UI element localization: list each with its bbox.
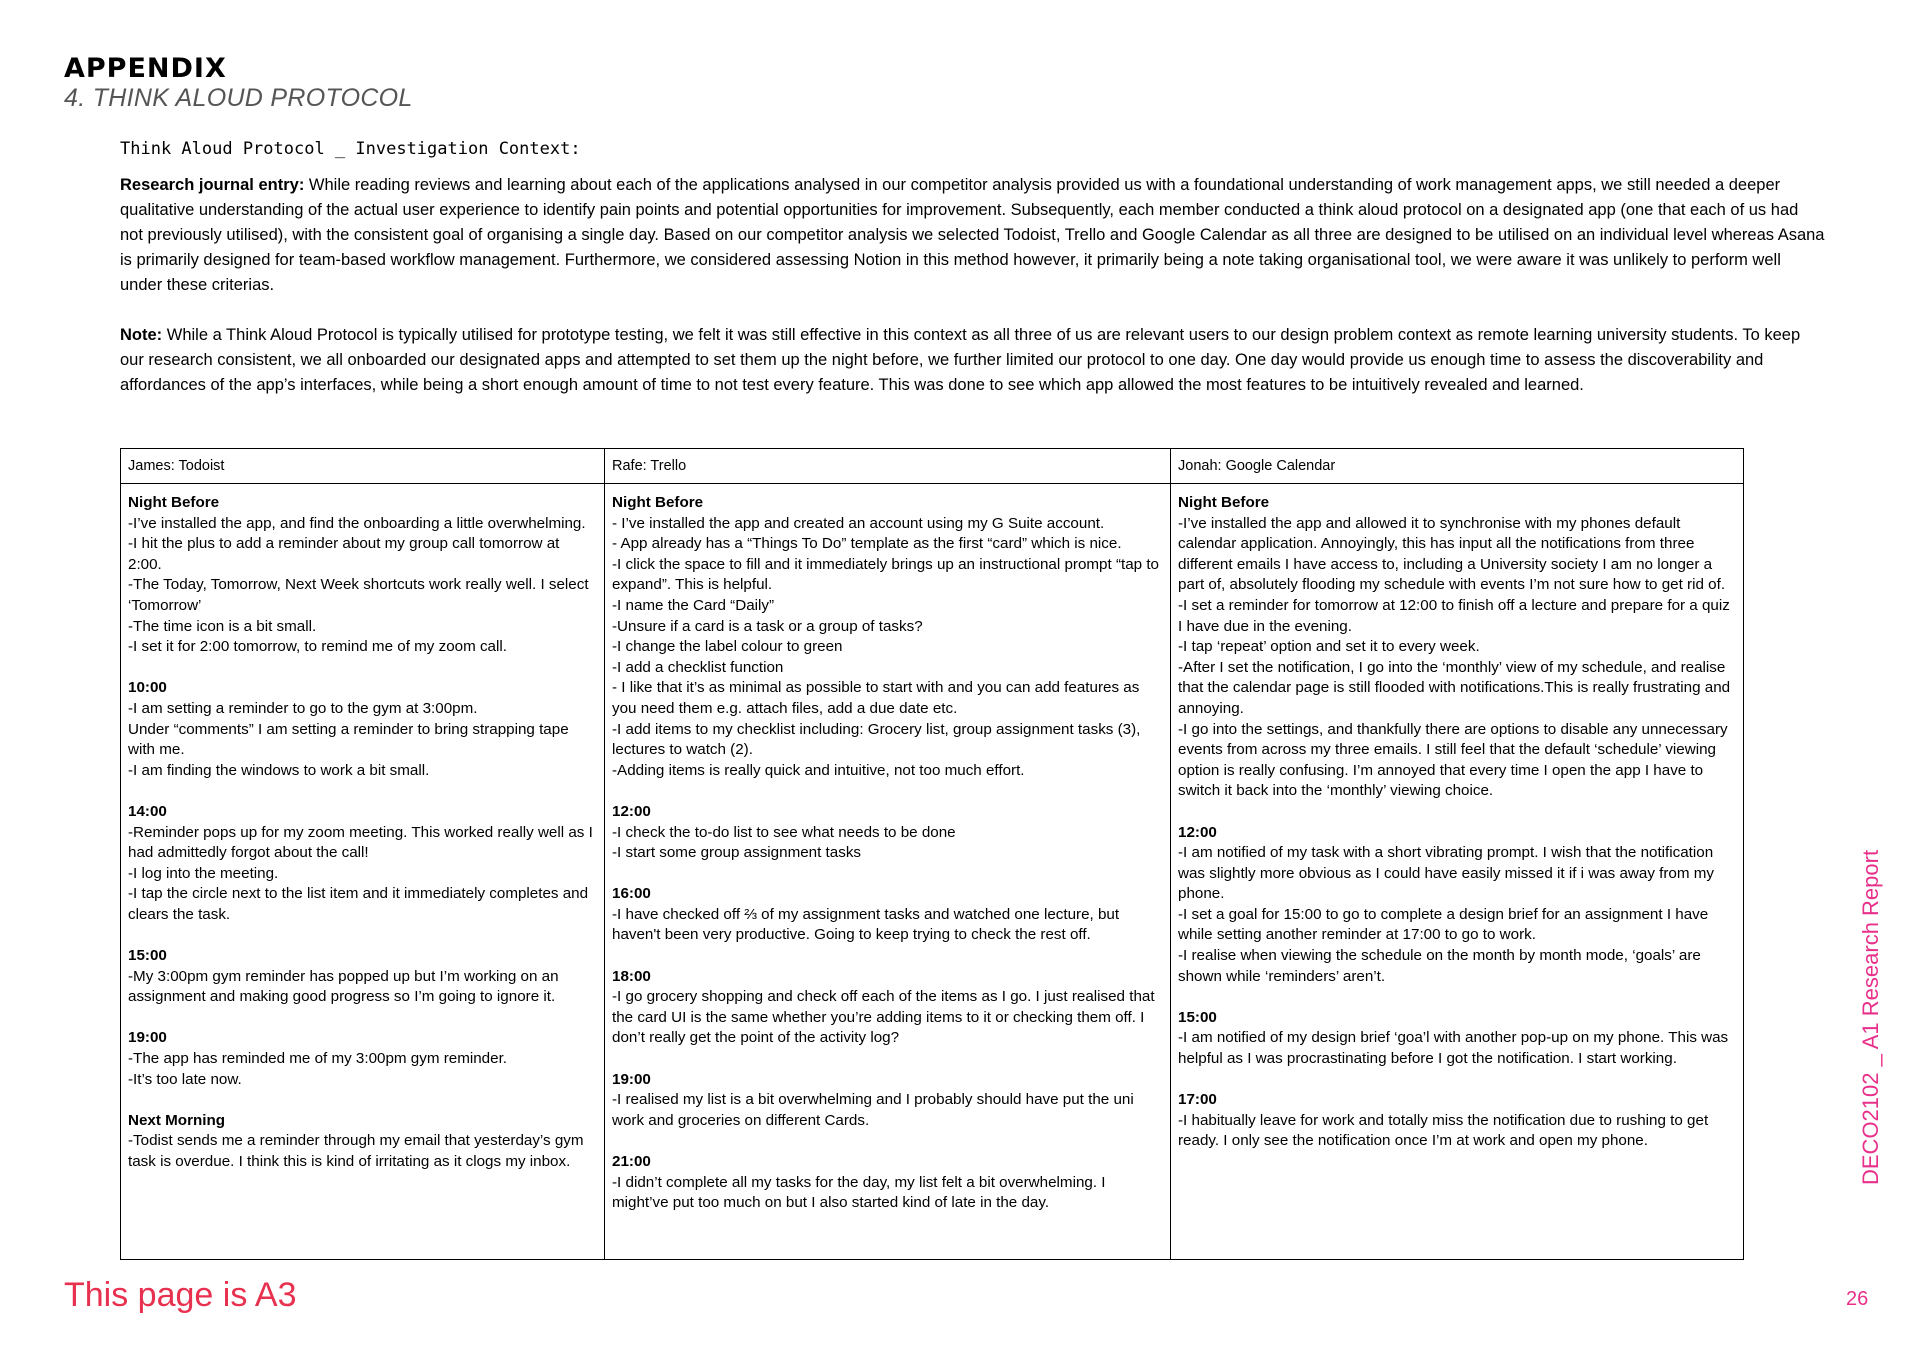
log-entry <box>612 967 1163 1049</box>
entry-line: -I have checked off ⅔ of my assignment tasks and watched one lecture, but haven't been very productive. Going to keep trying to check the rest off. <box>612 905 1120 944</box>
entry-time: Next Morning <box>128 1111 226 1129</box>
entry-line: -I am finding the windows to work a bit small. <box>128 761 430 779</box>
entry-line: -The time icon is a bit small. <box>128 617 317 635</box>
entry-line: -Unsure if a card is a task or a group of tasks? <box>612 617 923 635</box>
column-body-trello <box>605 484 1171 1259</box>
entry-line: -I set a reminder for tomorrow at 12:00 to finish off a lecture and prepare for a quiz I have due in the evening. <box>1178 596 1730 635</box>
log-entry <box>1178 1090 1736 1152</box>
entry-line: -I didn’t complete all my tasks for the day, my list felt a bit overwhelming. I might’ve put too much on but I also started kind of late in the day. <box>612 1173 1106 1212</box>
entry-line: -I am setting a reminder to go to the gym at 3:00pm. <box>128 699 478 717</box>
report-side-label: DECO2102 _ A1 Research Report <box>1858 849 1883 1185</box>
entry-time: Night Before <box>612 494 704 511</box>
note-text: While a Think Aloud Protocol is typically utilised for prototype testing, we felt it was still effective in this context as all three of us are relevant users to our design problem context as remote learning university students. To keep our research consistent, we all onboarded our designated apps and attempted to set them up the night before, we further limited our protocol to one day. One day would provide us enough time to assess the discoverability and affordances of the app’s interfaces, while being a short enough amount of time to not test every feature. This was done to see which app allowed the most features to be intuitively revealed and learned. <box>120 326 1801 394</box>
entry-line: - I like that it’s as minimal as possible to start with and you can add features as you need them e.g. attach files, add a due date etc. <box>612 679 1140 717</box>
entry-line: -I click the space to fill and it immediately brings up an instructional prompt “tap to expand”. This is helpful. <box>612 555 1160 594</box>
entry-time: 16:00 <box>612 885 651 903</box>
entry-line: -I check the to-do list to see what needs to be done <box>612 823 956 841</box>
entry-line: -I set a goal for 15:00 to go to complete a design brief for an assignment I have while setting another reminder at 17:00 to go to work. <box>1178 905 1709 944</box>
entry-line: -I hit the plus to add a reminder about my group call tomorrow at 2:00. <box>128 535 560 573</box>
log-entry <box>612 1070 1163 1132</box>
context-title: Think Aloud Protocol _ Investigation Context: <box>120 139 581 159</box>
entry-line: - I’ve installed the app and created an account using my G Suite account. <box>612 514 1105 532</box>
entry-time: 12:00 <box>612 802 651 820</box>
entry-line: -The app has reminded me of my 3:00pm gym reminder. <box>128 1050 508 1068</box>
log-entry <box>128 802 597 926</box>
entry-line: -I add a checklist function <box>612 658 784 676</box>
log-entry <box>128 1028 597 1090</box>
entry-time: 15:00 <box>1178 1008 1217 1026</box>
entry-line: -I realise when viewing the schedule on the month by month mode, ‘goals’ are shown while ‘reminders’ aren’t. <box>1178 947 1701 985</box>
column-body-google-calendar <box>1171 484 1743 1259</box>
entry-time: 10:00 <box>128 679 167 697</box>
page-size-note: This page is A3 <box>64 1276 297 1314</box>
entry-line: -I’ve installed the app, and find the onboarding a little overwhelming. <box>128 514 586 532</box>
entry-time: 18:00 <box>612 967 651 985</box>
log-entry <box>128 1111 597 1173</box>
journal-text: While reading reviews and learning about each of the applications analysed in our competitor analysis provided us with a foundational understanding of work management apps, we still needed a deeper qualitative understanding of the actual user experience to identify pain points and potential opportunities for improvement. Subsequently, each member conducted a think aloud protocol on a designated app (one that each of us had not previously utilised), with the consistent goal of organising a single day. Based on our competitor analysis we selected Todoist, Trello and Google Calendar as all three are designed to be utilised on an individual level whereas Asana is primarily designed for team-based workflow management. Furthermore, we considered assessing Notion in this method however, it primarily being a note taking organisational tool, we were aware it was unlikely to perform well under these criterias. <box>120 176 1825 294</box>
log-entry <box>128 946 597 1008</box>
entry-time: 19:00 <box>612 1070 651 1088</box>
section-subtitle: 4. THINK ALOUD PROTOCOL <box>64 84 413 112</box>
note-label: Note: <box>120 326 163 344</box>
entry-line: -Adding items is really quick and intuitive, not too much effort. <box>612 761 1025 779</box>
log-entry <box>128 493 597 658</box>
column-header-todoist: James: Todoist <box>121 449 605 484</box>
entry-line: -I go into the settings, and thankfully there are options to disable any unnecessary events from across my three emails. I still feel that the default ‘schedule’ viewing option is really confusing. I’m annoyed that every time I open the app I have to switch it back into the ‘monthly’ viewing choice. <box>1178 720 1728 800</box>
log-entry <box>612 1152 1163 1214</box>
note-paragraph <box>120 323 1825 398</box>
log-entry <box>1178 493 1736 802</box>
intro-text <box>120 173 1825 423</box>
entry-time: 17:00 <box>1178 1091 1217 1109</box>
entry-line: -I go grocery shopping and check off each of the items as I go. I just realised that the card UI is the same whether you’re adding items to it or checking them off. I don’t really get the point of the activity log? <box>612 988 1155 1047</box>
entry-time: Night Before <box>128 494 220 511</box>
log-entry <box>612 802 1163 864</box>
log-entry <box>1178 823 1736 988</box>
entry-time: Night Before <box>1178 494 1270 511</box>
entry-line: -I habitually leave for work and totally miss the notification due to rushing to get ready. I only see the notification once I’m at work and open my phone. <box>1178 1111 1709 1150</box>
page-heading <box>64 54 413 112</box>
entry-line: -I am notified of my task with a short vibrating prompt. I wish that the notification was slightly more obvious as I could have easily missed it if i was away from my phone. <box>1178 844 1714 903</box>
entry-line: -I log into the meeting. <box>128 864 279 882</box>
journal-label: Research journal entry: <box>120 176 305 194</box>
entry-line: - App already has a “Things To Do” template as the first “card” which is nice. <box>612 535 1122 553</box>
entry-line: -I realised my list is a bit overwhelming and I probably should have put the uni work and groceries on different Cards. <box>612 1091 1134 1129</box>
log-entry <box>1178 1008 1736 1070</box>
entry-line: -I start some group assignment tasks <box>612 844 862 862</box>
entry-line: -After I set the notification, I go into the ‘monthly’ view of my schedule, and realise that the calendar page is still flooded with notifications.This is really frustrating and annoying. <box>1178 658 1731 717</box>
entry-line: -I add items to my checklist including: Grocery list, group assignment tasks (3), lectures to watch (2). <box>612 720 1141 759</box>
page-number: 26 <box>1846 1288 1869 1310</box>
log-entry <box>612 884 1163 946</box>
log-entry <box>128 678 597 781</box>
entry-line: -My 3:00pm gym reminder has popped up but I’m working on an assignment and making good progress so I’m going to ignore it. <box>128 967 559 1006</box>
research-journal-paragraph <box>120 173 1825 298</box>
entry-line: -Reminder pops up for my zoom meeting. This worked really well as I had admittedly forgot about the call! <box>128 823 593 862</box>
page-title: APPENDIX <box>64 53 227 84</box>
entry-line: -I change the label colour to green <box>612 638 843 656</box>
entry-line: -Todist sends me a reminder through my email that yesterday’s gym task is overdue. I think this is kind of irritating as it clogs my inbox. <box>128 1132 584 1170</box>
entry-line: -The Today, Tomorrow, Next Week shortcuts work really well. I select ‘Tomorrow’ <box>128 576 589 614</box>
entry-time: 21:00 <box>612 1153 651 1170</box>
entry-line: -I’ve installed the app and allowed it to synchronise with my phones default calendar application. Annoyingly, this has input all the notifications from three different emails I have access to, including a University society I am no longer a part of, absolutely flooding my schedule with events I’m not sure how to get rid of. <box>1178 514 1726 594</box>
entry-line: -I name the Card “Daily” <box>612 596 775 614</box>
column-body-todoist <box>121 484 605 1259</box>
entry-line: -I set it for 2:00 tomorrow, to remind me of my zoom call. <box>128 638 507 656</box>
column-header-google-calendar: Jonah: Google Calendar <box>1171 449 1743 484</box>
entry-time: 19:00 <box>128 1029 167 1047</box>
column-header-trello: Rafe: Trello <box>605 449 1171 484</box>
entry-line: Under “comments” I am setting a reminder to bring strapping tape with me. <box>128 720 569 759</box>
entry-line: -It’s too late now. <box>128 1070 242 1088</box>
entry-line: -I tap the circle next to the list item and it immediately completes and clears the task. <box>128 885 589 923</box>
entry-line: -I tap ‘repeat’ option and set it to every week. <box>1178 638 1480 656</box>
entry-time: 14:00 <box>128 802 167 820</box>
entry-line: -I am notified of my design brief ‘goa’l with another pop-up on my phone. This was helpful as I was procrastinating before I got the notification. I start working. <box>1178 1029 1729 1068</box>
think-aloud-table <box>120 448 1744 1260</box>
entry-time: 12:00 <box>1178 823 1217 841</box>
entry-time: 15:00 <box>128 947 167 965</box>
log-entry <box>612 493 1163 781</box>
